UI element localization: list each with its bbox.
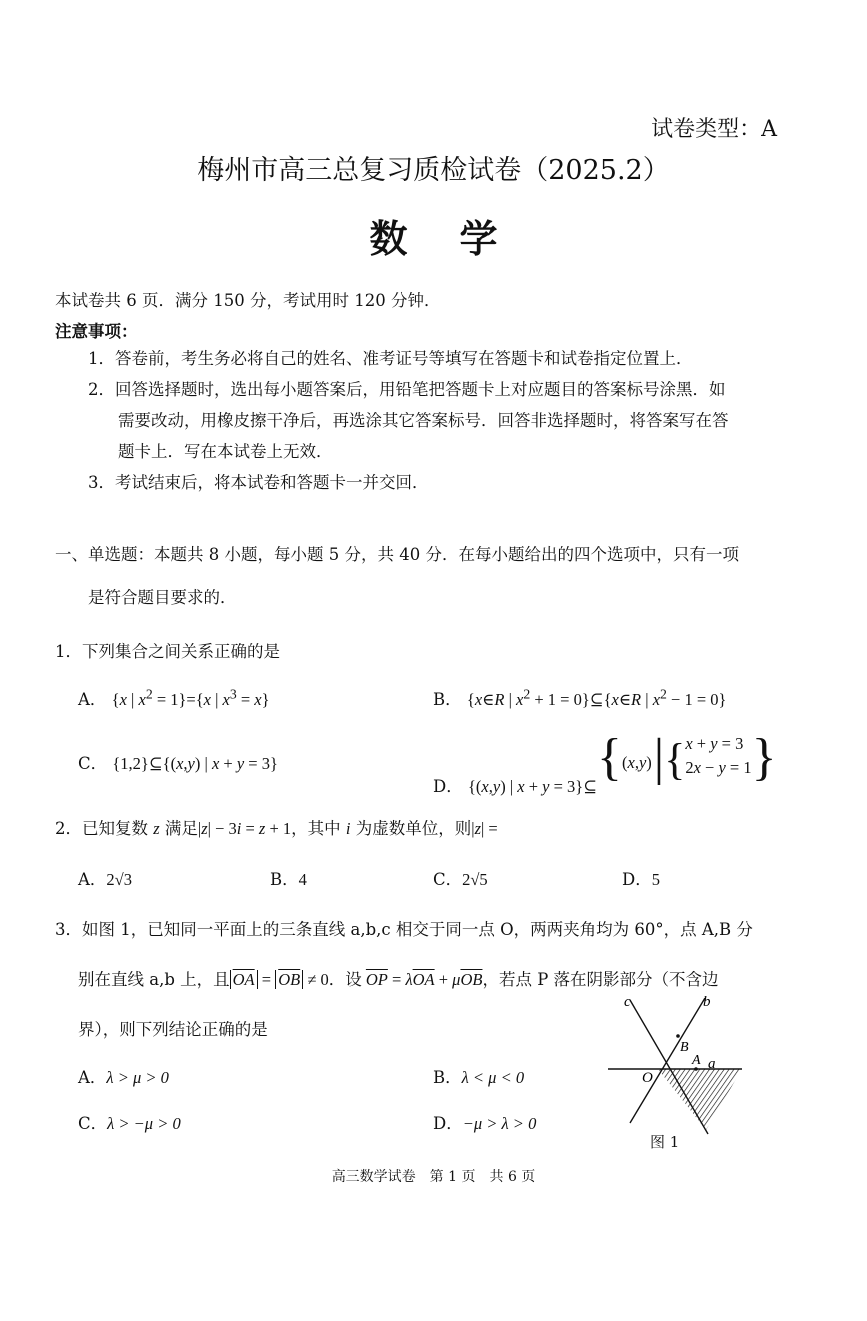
notice-item-2-cont: 需要改动，用橡皮擦干净后，再选涂其它答案标号．回答非选择题时，将答案写在答 <box>118 411 729 430</box>
page-footer: 高三数学试卷 第 1 页 共 6 页 <box>331 1169 536 1185</box>
q3-option-a <box>78 1064 169 1088</box>
section-1-heading-cont: 是符合题目要求的． <box>88 588 237 607</box>
option-math: {(x,y) | x + y = 3}⊆ <box>467 777 598 796</box>
q2-option-a <box>78 866 132 890</box>
q1-option-d: D． {(x,y) | x + y = 3}⊆{(x,y)|{x + y = 3 2x − y = 1} <box>433 729 777 796</box>
label-point-b: B <box>680 1040 689 1055</box>
q2-option-b <box>270 866 307 890</box>
q1-option-b <box>433 686 726 710</box>
option-value: −μ > λ > 0 <box>462 1114 537 1133</box>
point-b-dot <box>676 1034 680 1038</box>
label-point-a: A <box>692 1053 701 1068</box>
option-math: {x∈R | $x^2 + 1$ = 0}⊆{x∈R | $x^2 - 1 = 0$} <box>466 686 727 709</box>
option-label: D． <box>433 777 463 796</box>
brace-left: { <box>597 729 622 786</box>
intro-text: 本试卷共 6 页．满分 150 分，考试用时 120 分钟． <box>55 291 441 310</box>
option-label: B． <box>433 1068 462 1087</box>
option-value: λ > −μ > 0 <box>107 1114 181 1133</box>
option-math: {1,2}⊆{(x,y) | x + y = 3} <box>112 754 278 773</box>
paper-type-label: 试卷类型：A <box>651 117 777 142</box>
option-label: D． <box>622 870 652 889</box>
option-value: 2√5 <box>462 870 488 889</box>
figure-1-caption: 图 1 <box>650 1133 680 1151</box>
q1-option-a <box>78 686 270 710</box>
q3-option-c <box>78 1110 181 1134</box>
question-3-stem-line3: 界），则下列结论正确的是 <box>78 1020 268 1039</box>
q2-option-c <box>433 866 488 890</box>
option-math: {x | $x^2 = 1\}=\{x$ | $x^3 = x$} <box>111 686 270 709</box>
option-value: λ > μ > 0 <box>106 1068 169 1087</box>
notice-item-2-cont2: 题卡上．写在本试卷上无效． <box>118 442 333 461</box>
option-label: C． <box>433 870 463 889</box>
section-1-heading: 一、单选题：本题共 8 小题，每小题 5 分，共 40 分．在每小题给出的四个选项中，只有一项 <box>55 545 739 564</box>
q3-option-d <box>433 1110 536 1134</box>
figure-1-diagram <box>600 988 770 1158</box>
notice-item-2: 2．回答选择题时，选出每小题答案后，用铅笔把答题卡上对应题目的答案标号涂黑．如 <box>88 380 726 399</box>
option-value: 5 <box>651 870 660 889</box>
question-3-stem-line2: 别在直线 a,b 上，且 $\overline{OA} = \overline{OB} \ne 0$．设 $\overline{OP} = \lambda\overline{OA} + \mu\overline{OB}$，若点 P 落在阴影部分（不含边 <box>78 970 719 989</box>
label-o: O <box>642 1070 653 1086</box>
exam-title: 梅州市高三总复习质检试卷（2025.2） <box>197 155 670 186</box>
option-label: B． <box>433 690 462 709</box>
option-value: λ < μ < 0 <box>461 1068 525 1087</box>
notice-heading: 注意事项： <box>55 322 138 341</box>
label-b: b <box>703 994 711 1010</box>
label-a: a <box>708 1056 716 1072</box>
question-3-stem-line1: 3．如图 1，已知同一平面上的三条直线 a,b,c 相交于同一点 O，两两夹角均为 60°，点 A,B 分 <box>55 920 753 939</box>
option-value: 4 <box>298 870 307 889</box>
q2-option-d <box>622 866 660 890</box>
option-value: 2√3 <box>106 870 132 889</box>
question-1-stem: 1．下列集合之间关系正确的是 <box>55 642 280 661</box>
option-label: A． <box>78 1068 107 1087</box>
question-2-stem: 2．已知复数 z 满足|z| − 3i = z + 1，其中 i 为虚数单位，则|z| = <box>55 819 498 838</box>
option-label: A． <box>78 690 107 709</box>
q3-option-b <box>433 1064 524 1088</box>
system-of-equations: x + y = 3 2x − y = 1 <box>685 733 752 777</box>
notice-item-3: 3．考试结束后，将本试卷和答题卡一并交回． <box>88 473 429 492</box>
option-label: D． <box>433 1114 463 1133</box>
option-label: A． <box>78 870 107 889</box>
option-label: C． <box>78 754 108 773</box>
option-label: C． <box>78 1114 108 1133</box>
notice-item-1: 1．答卷前，考生务必将自己的姓名、准考证号等填写在答题卡和试卷指定位置上． <box>88 349 693 368</box>
brace-right: } <box>751 729 777 786</box>
subject-title: 数学 <box>369 216 550 261</box>
label-c: c <box>624 994 631 1010</box>
option-label: B． <box>270 870 299 889</box>
q1-option-c <box>78 750 278 774</box>
